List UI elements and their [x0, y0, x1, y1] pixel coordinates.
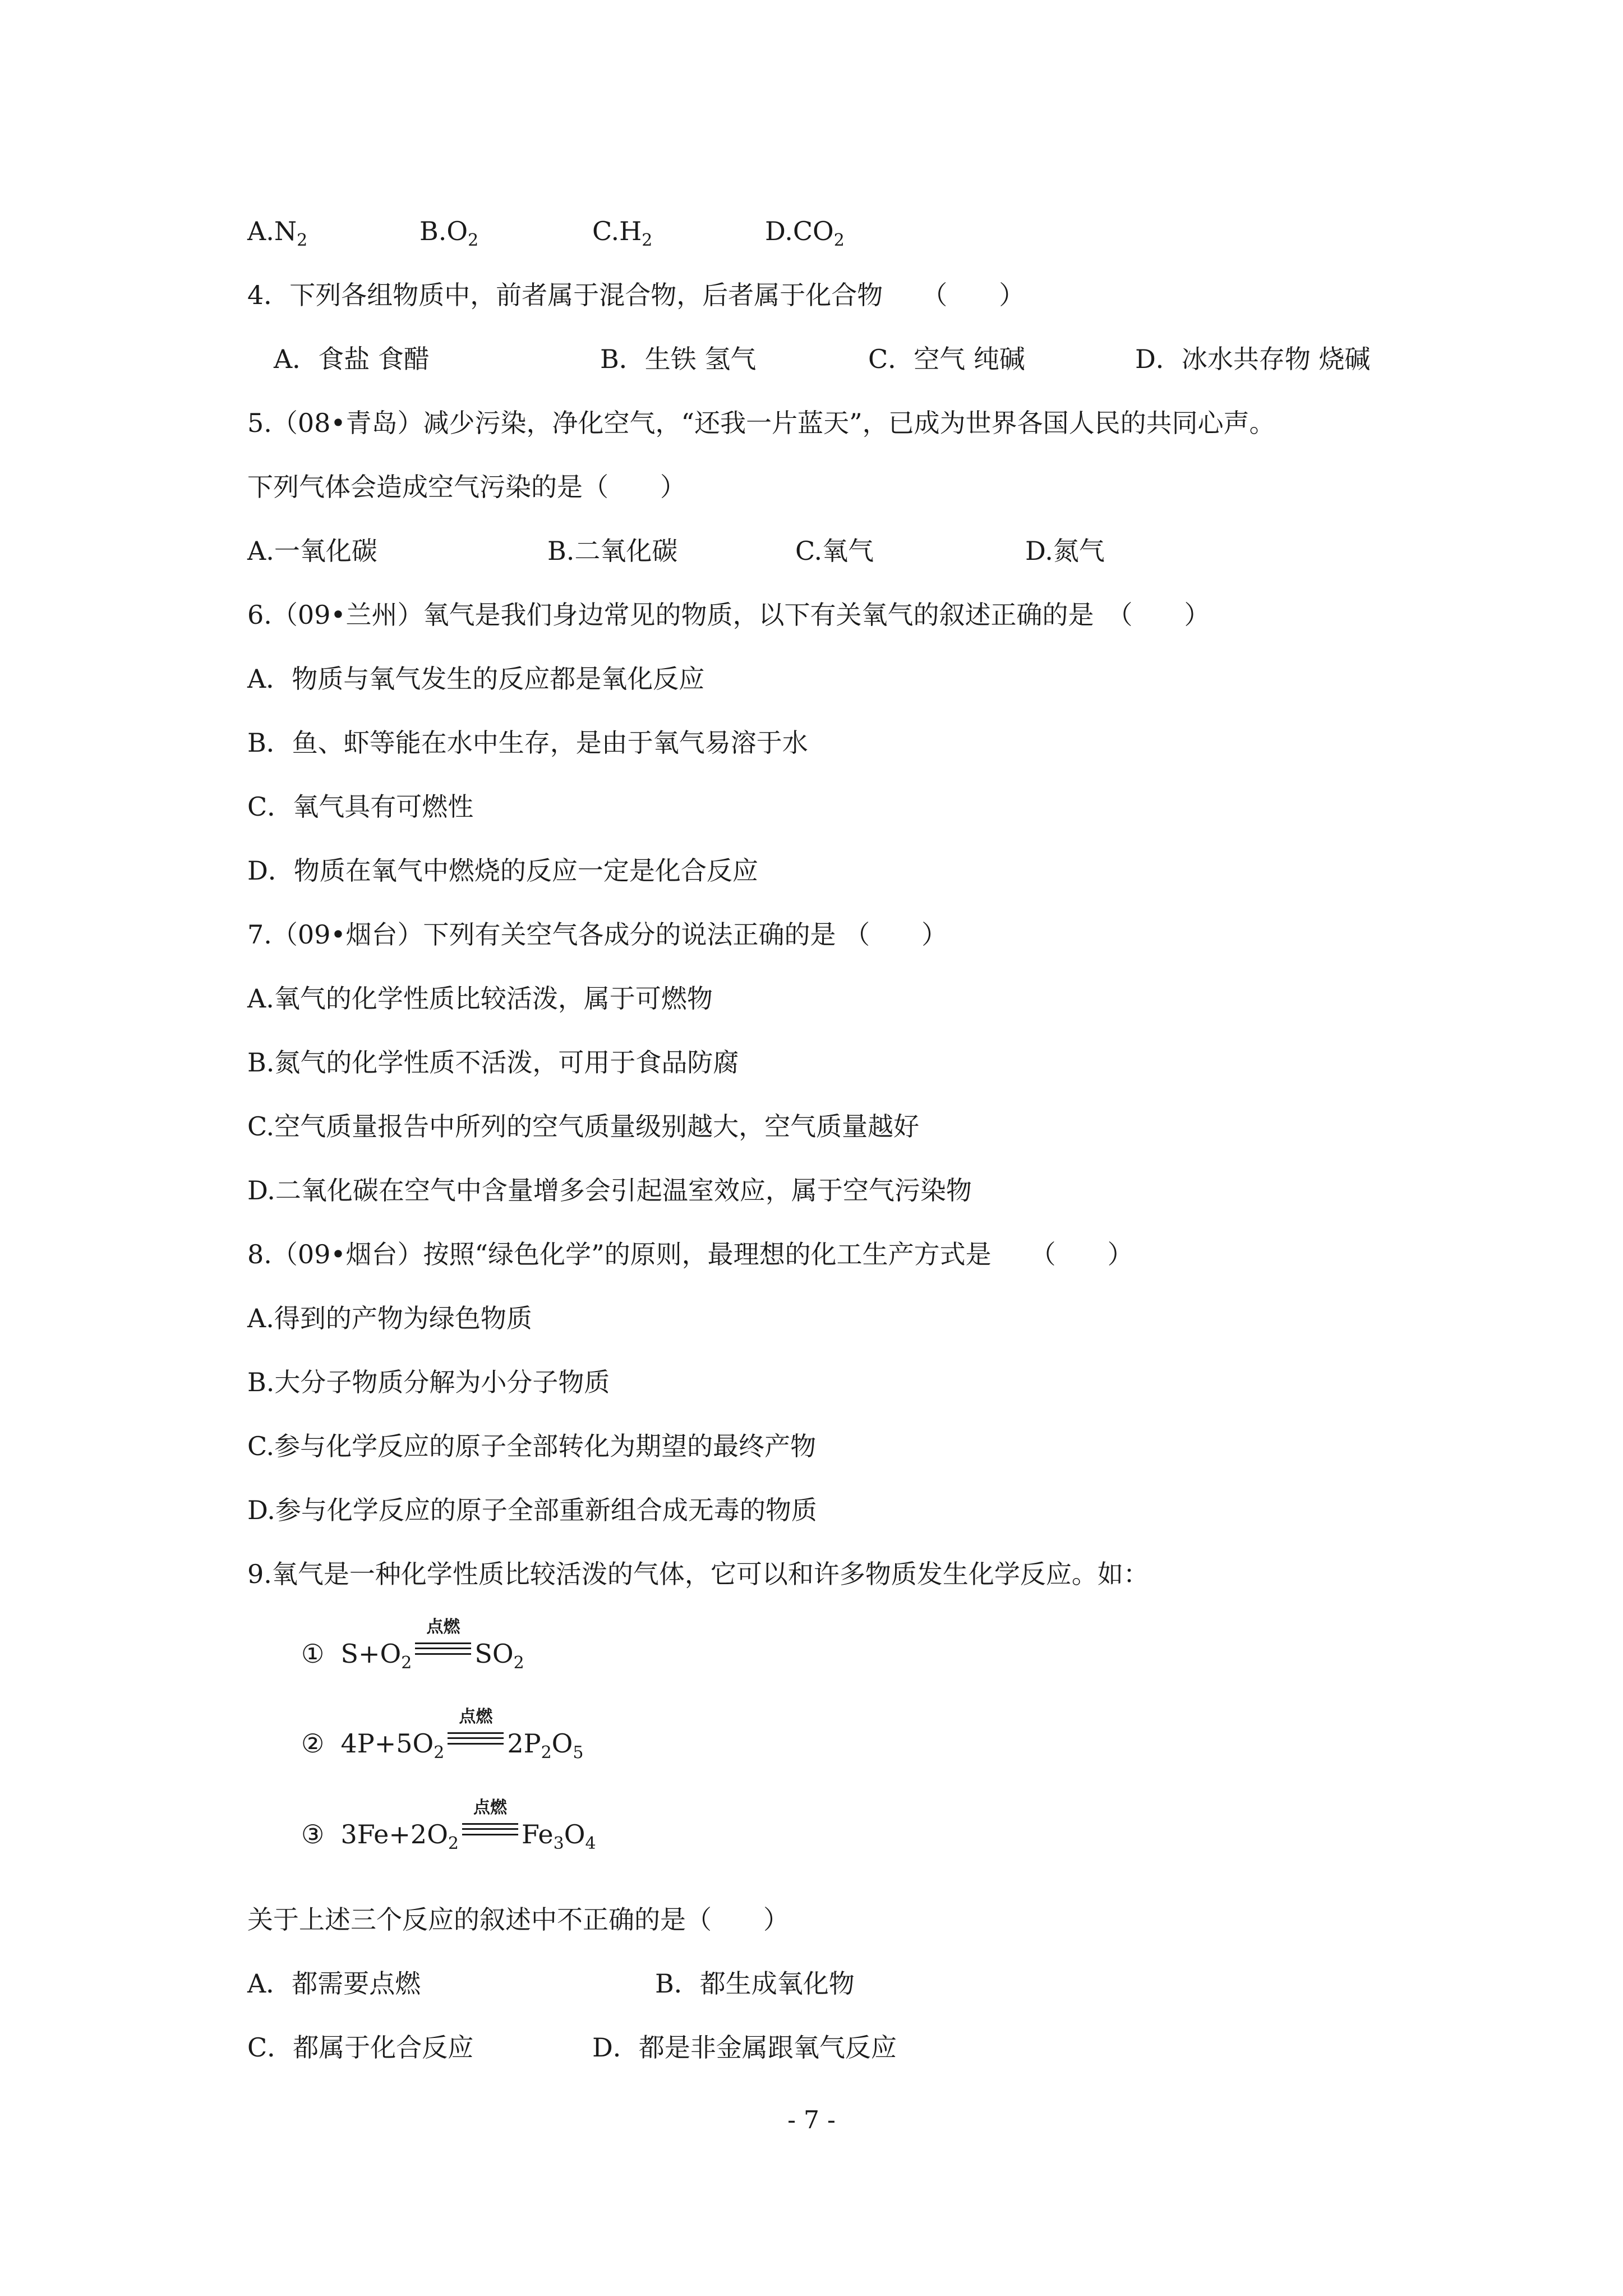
- q9-equation-2: ② $4P+5O_2$ 点燃 $2P_2O_5$: [301, 1707, 584, 1763]
- q7-option-a: A.氧气的化学性质比较活泼，属于可燃物: [247, 983, 713, 1014]
- q9-question: 关于上述三个反应的叙述中不正确的是（ ）: [247, 1904, 789, 1935]
- q6-option-a: A．物质与氧气发生的反应都是氧化反应: [247, 664, 705, 694]
- equation-number: ①: [301, 1639, 325, 1669]
- equation-number: ③: [301, 1819, 325, 1849]
- q5-stem-line2: 下列气体会造成空气污染的是（ ）: [247, 472, 686, 502]
- reaction-arrow: [412, 1617, 474, 1671]
- q4-option-a: A．食盐 食醋: [274, 344, 430, 374]
- q8-option-a: A.得到的产物为绿色物质: [247, 1303, 532, 1333]
- reaction-condition: 点燃: [459, 1707, 493, 1727]
- q8-option-c: C.参与化学反应的原子全部转化为期望的最终产物: [247, 1431, 817, 1461]
- page-number: - 7 -: [787, 2106, 836, 2134]
- q9-option-b: B．都生成氧化物: [655, 1968, 855, 1999]
- q9-stem: 9.氧气是一种化学性质比较活泼的气体，它可以和许多物质发生化学反应。如：: [247, 1559, 1149, 1589]
- reaction-condition: 点燃: [426, 1617, 460, 1637]
- q9-option-a: A．都需要点燃: [247, 1968, 421, 1999]
- q5-option-c: C.氧气: [795, 536, 874, 566]
- q8-option-b: B.大分子物质分解为小分子物质: [247, 1367, 610, 1397]
- q9-equation-3: ③ $3Fe+2O_2$ 点燃 $Fe_3O_4$: [301, 1798, 596, 1853]
- q7-option-b: B.氮气的化学性质不活泼，可用于食品防腐: [247, 1047, 739, 1078]
- q9-equation-1: ① $S+O_2$ 点燃 $SO_2$: [301, 1617, 524, 1673]
- q7-option-d: D.二氧化碳在空气中含量增多会引起温室效应，属于空气污染物: [247, 1175, 972, 1205]
- q6-option-d: D．物质在氧气中燃烧的反应一定是化合反应: [247, 855, 758, 886]
- q5-stem-line1: 5.（08•青岛）减少污染，净化空气，“还我一片蓝天”，已成为世界各国人民的共同心声。: [247, 408, 1275, 438]
- q9-option-d: D．都是非金属跟氧气反应: [592, 2032, 897, 2063]
- q7-stem: 7.（09•烟台）下列有关空气各成分的说法正确的是 （ ）: [247, 919, 948, 950]
- q6-option-b: B．鱼、虾等能在水中生存，是由于氧气易溶于水: [247, 728, 808, 758]
- q8-option-d: D.参与化学反应的原子全部重新组合成无毒的物质: [247, 1495, 817, 1525]
- q9-option-c: C．都属于化合反应: [247, 2032, 474, 2063]
- q5-option-d: D.氮气: [1025, 536, 1105, 566]
- reaction-arrow: [444, 1707, 507, 1760]
- q8-stem: 8.（09•烟台）按照“绿色化学”的原则，最理想的化工生产方式是 （ ）: [247, 1239, 1133, 1269]
- reaction-arrow: [459, 1798, 522, 1851]
- q6-stem: 6.（09•兰州）氧气是我们身边常见的物质，以下有关氧气的叙述正确的是 （ ）: [247, 600, 1210, 630]
- q3-option-d: $D.CO_2$: [765, 216, 845, 250]
- q4-option-d: D．冰水共存物 烧碱: [1135, 344, 1371, 374]
- q7-option-c: C.空气质量报告中所列的空气质量级别越大，空气质量越好: [247, 1111, 920, 1142]
- q3-option-a: $A.N_2$: [247, 216, 308, 250]
- q3-option-c: $C.H_2$: [592, 216, 653, 250]
- reaction-condition: 点燃: [473, 1798, 508, 1818]
- q6-option-c: C．氧气具有可燃性: [247, 792, 474, 822]
- q4-option-c: C．空气 纯碱: [868, 344, 1025, 374]
- q4-option-b: B．生铁 氢气: [600, 344, 757, 374]
- q4-stem: 4．下列各组物质中，前者属于混合物，后者属于化合物 （ ）: [247, 280, 1025, 310]
- equation-number: ②: [301, 1728, 325, 1759]
- q5-option-a: A.一氧化碳: [247, 536, 377, 566]
- q3-option-b: $B.O_2$: [419, 216, 479, 250]
- q5-option-b: B.二氧化碳: [547, 536, 678, 566]
